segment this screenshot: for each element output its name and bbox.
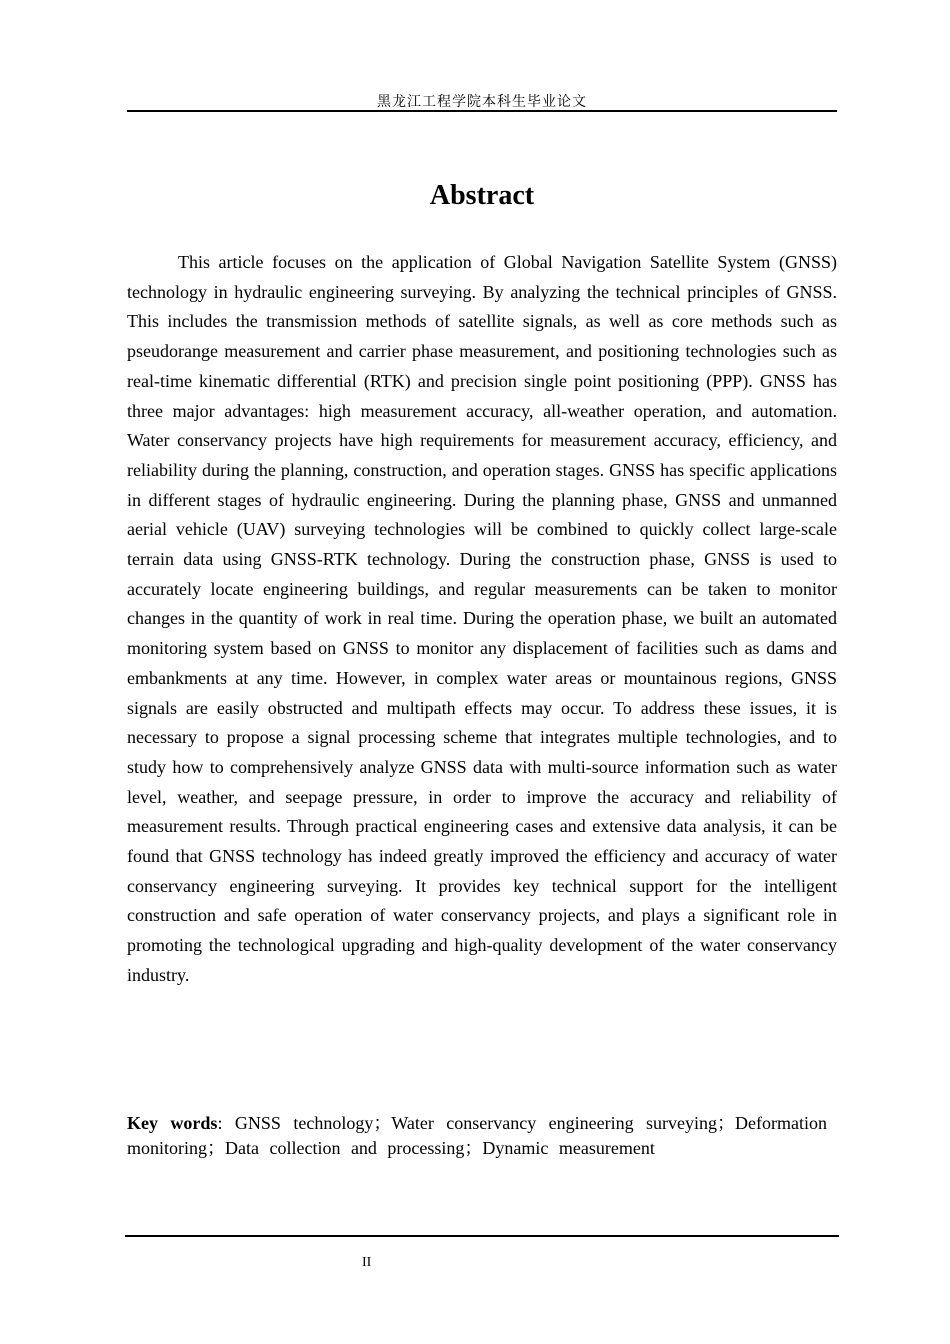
keywords-list: GNSS technology；Water conservancy engineering surveying；Deformation monitoring；Data collection and processing；Dynamic measurement — [127, 1113, 828, 1158]
abstract-paragraph: This article focuses on the application of Global Navigation Satellite System (GNSS) technology in hydraulic engineering surveying. By analyzing the technical principles of GNSS. This includes the transmission methods of satellite signals, as well as core methods such as pseudorange measurement and carrier phase measurement, and positioning technologies such as real-time kinematic differential (RTK) and precision single point positioning (PPP). GNSS has three major advantages: high measurement accuracy, all-weather operation, and automation. Water conservancy projects have high requirements for measurement accuracy, efficiency, and reliability during the planning, construction, and operation stages. GNSS has specific applications in different stages of hydraulic engineering. During the planning phase, GNSS and unmanned aerial vehicle (UAV) surveying technologies will be combined to quickly collect large-scale terrain data using GNSS-RTK technology. During the construction phase, GNSS is used to accurately locate engineering buildings, and regular measurements can be taken to monitor changes in the quantity of work in real time. During the operation phase, we built an automated monitoring system based on GNSS to monitor any displacement of facilities such as dams and embankments at any time. However, in complex water areas or mountainous regions, GNSS signals are easily obstructed and multipath effects may occur. To address these issues, it is necessary to propose a signal processing scheme that integrates multiple technologies, and to study how to comprehensively analyze GNSS data with multi-source information such as water level, weather, and seepage pressure, in order to improve the accuracy and reliability of measurement results. Through practical engineering cases and extensive data analysis, it can be found that GNSS technology has indeed greatly improved the efficiency and accuracy of water conservancy engineering surveying. It provides key technical support for the intelligent construction and safe operation of water conservancy projects, and plays a significant role in promoting the technological upgrading and high-quality development of the water conservancy industry. — [127, 252, 837, 985]
page-title: Abstract — [429, 180, 535, 211]
page-number: II — [362, 1255, 372, 1270]
keywords-block — [127, 1111, 827, 1161]
running-header: 黑龙江工程学院本科生毕业论文 — [377, 94, 587, 110]
keywords-separator: : — [217, 1113, 223, 1133]
keywords-label: Key words — [127, 1113, 218, 1133]
header-rule — [127, 110, 837, 112]
footer-rule — [125, 1235, 839, 1237]
